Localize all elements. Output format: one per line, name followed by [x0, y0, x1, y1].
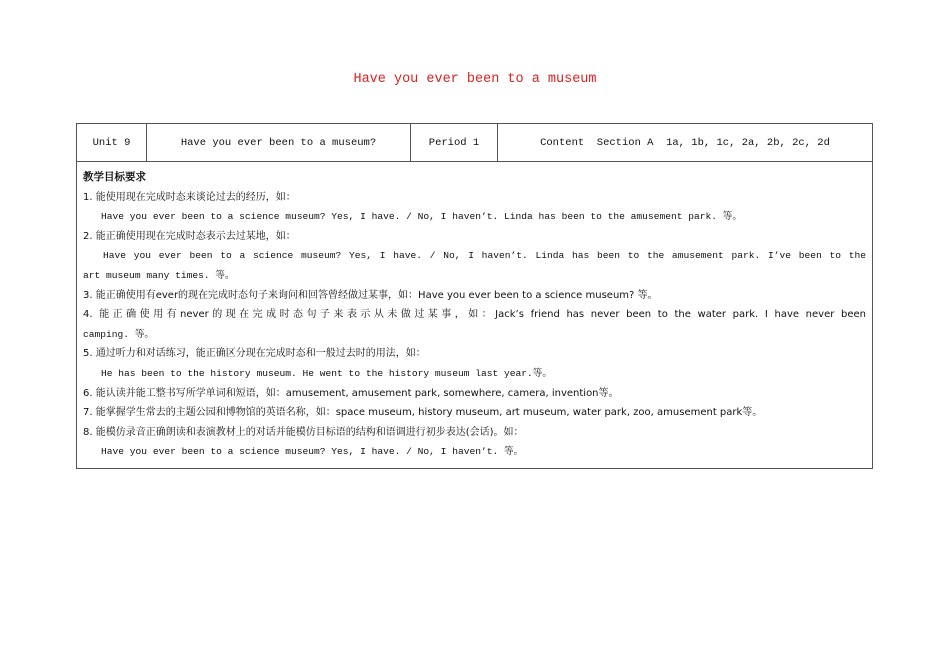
goal-line-6: 6. 能认读并能工整书写所学单词和短语，如：amusement, amusement park, somewhere, camera, invention等。: [83, 387, 619, 399]
goal-example-8: Have you ever been to a science museum? Yes, I have. / No, I haven’t. 等。: [101, 446, 524, 458]
content-cell: Content Section A 1a, 1b, 1c, 2a, 2b, 2c, 2d: [498, 124, 873, 162]
goal-line-1: 1. 能使用现在完成时态来谈论过去的经历，如：: [83, 191, 296, 203]
goal-example-5: He has been to the history museum. He went to the history museum last year.等。: [101, 367, 552, 379]
goal-line-2: 2. 能正确使用现在完成时态表示去过某地，如：: [83, 230, 296, 242]
goal-line-4: 4. 能正确使用有never的现在完成时态句子来表示从未做过某事，如：Jack’s friend has never been to the water park. I have never been: [83, 309, 866, 321]
goal-line-4b: camping. 等。: [83, 328, 155, 340]
unit-cell: Unit 9: [77, 124, 147, 162]
lesson-plan-table: [76, 123, 873, 469]
goal-example-1: Have you ever been to a science museum? Yes, I have. / No, I haven’t. Linda has been to the amusement park. 等。: [101, 211, 742, 223]
table-header-row: [77, 124, 873, 162]
period-cell: Period 1: [411, 124, 498, 162]
goal-line-3: 3. 能正确使用有ever的现在完成时态句子来询问和回答曾经做过某事，如：Have you ever been to a science museum? 等。: [83, 289, 658, 301]
goal-example-2b: art museum many times. 等。: [83, 269, 235, 281]
goal-line-8: 8. 能模仿录音正确朗读和表演教材上的对话并能模仿目标语的结构和语调进行初步表达(会话)。如：: [83, 426, 524, 438]
goal-line-5: 5. 通过听力和对话练习，能正确区分现在完成时态和一般过去时的用法，如：: [83, 348, 426, 360]
topic-cell: Have you ever been to a museum?: [147, 124, 411, 162]
goals-heading: 教学目标要求: [83, 171, 146, 183]
goal-example-2a: Have you ever been to a science museum? Yes, I have. / No, I haven’t. Linda has been to the amusement park. I’ve been to the: [103, 250, 866, 262]
teaching-goals-cell: [77, 162, 873, 469]
document-title: Have you ever been to a museum: [353, 72, 597, 87]
goal-line-7: 7. 能掌握学生常去的主题公园和博物馆的英语名称，如：space museum, history museum, art museum, water park, zoo, amusement park等。: [83, 407, 763, 419]
